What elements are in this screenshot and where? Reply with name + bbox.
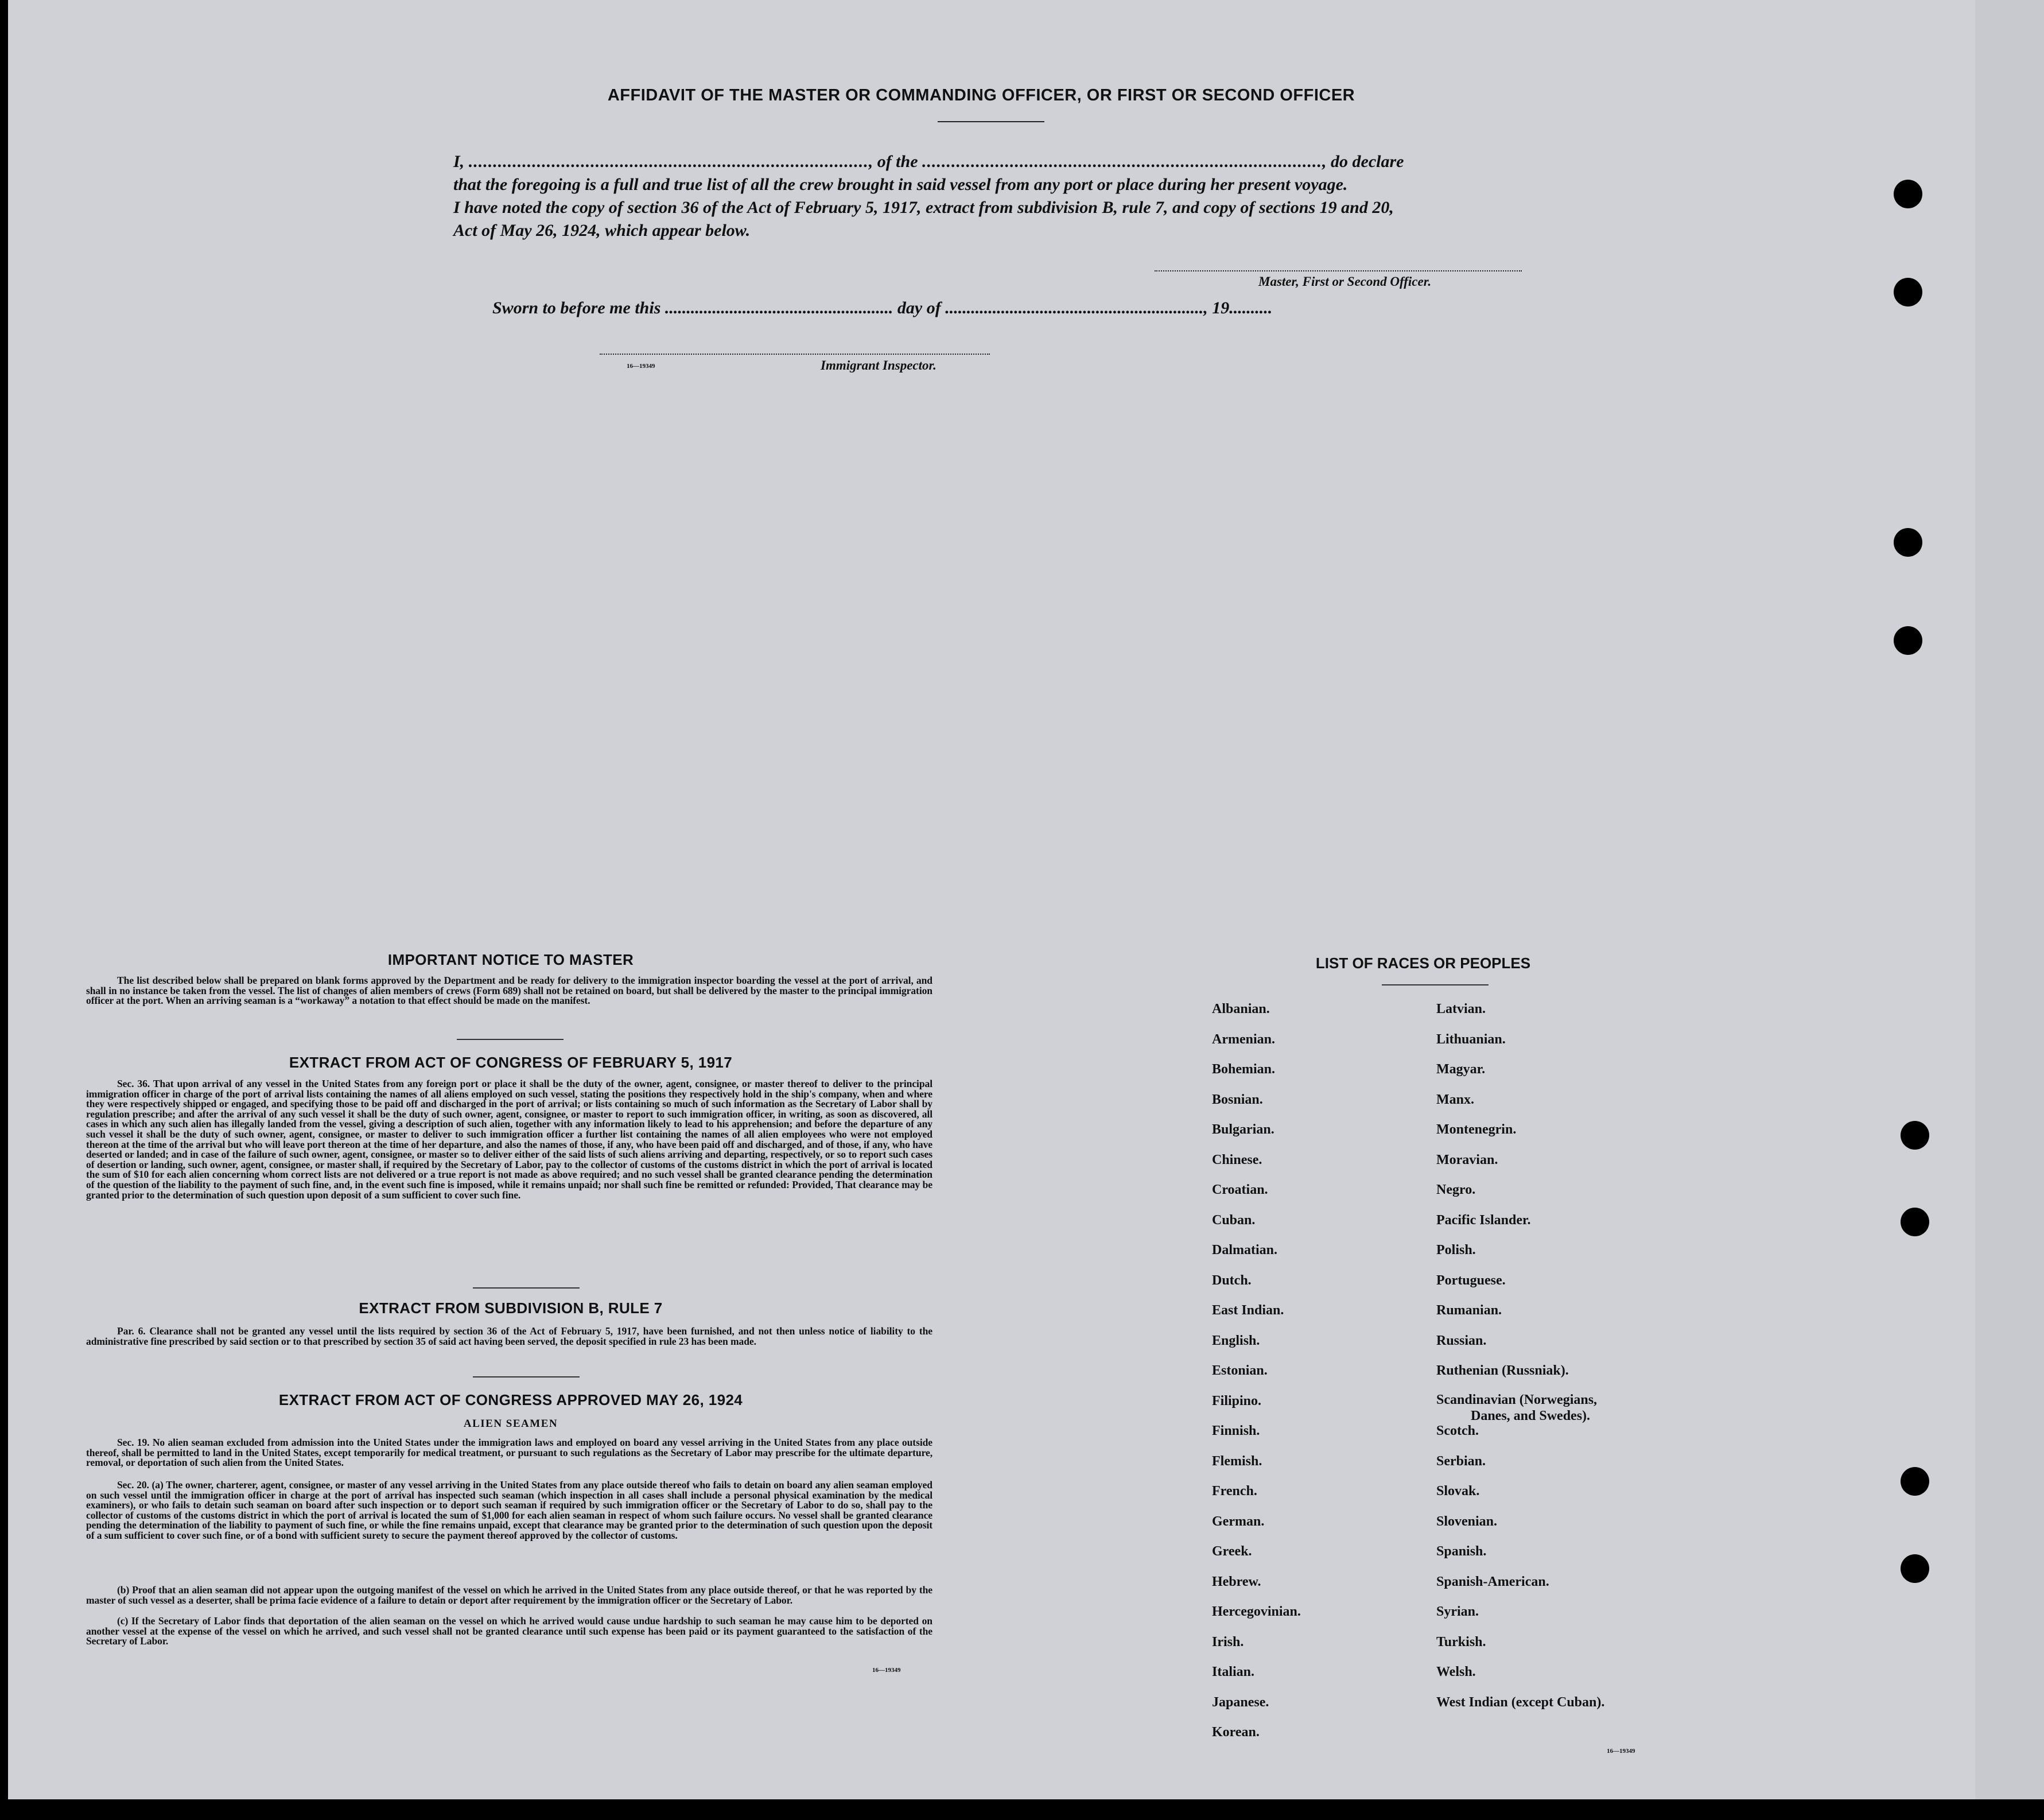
race-item: Polish. <box>1436 1243 1476 1258</box>
punch-hole <box>1894 180 1922 208</box>
race-item: Irish. <box>1212 1634 1244 1650</box>
race-item: Spanish-American. <box>1436 1574 1549 1589</box>
race-item: East Indian. <box>1212 1303 1284 1318</box>
race-item: Welsh. <box>1436 1664 1476 1679</box>
race-item: Montenegrin. <box>1436 1122 1517 1137</box>
declaration-line-3: I have noted the copy of section 36 of the Act of February 5, 1917, extract from subdivision B, rule 7, and copy of sections 19 and 20, <box>453 198 1394 217</box>
of-the-label: , of the <box>868 152 918 171</box>
master-signature-line[interactable] <box>1155 270 1522 271</box>
extract-1924-title: EXTRACT FROM ACT OF CONGRESS APPROVED MAY 26, 1924 <box>278 1391 743 1408</box>
declaration-line-2: that the foregoing is a full and true list of all the crew brought in said vessel from any port or place during her present voyage. <box>453 175 1348 194</box>
race-item: Lithuanian. <box>1436 1031 1506 1047</box>
scan-border-left <box>0 0 8 1820</box>
race-item: Danes, and Swedes). <box>1471 1408 1591 1423</box>
inspector-label: Immigrant Inspector. <box>821 358 936 372</box>
race-item: Hebrew. <box>1212 1574 1261 1589</box>
race-item: English. <box>1212 1333 1260 1348</box>
race-item: Turkish. <box>1436 1634 1486 1650</box>
race-item: Scotch. <box>1436 1423 1479 1438</box>
sec20c-text: (c) If the Secretary of Labor finds that deportation of the alien seaman on the vessel on which he arrived would cause undue hardship to such seaman he may cause him to be deported on another vessel at the expense of the vessel on which he arrived, and such vessel shall not be granted clearance until such expense has been paid or its payment guaranteed to the satisfaction of the Secretary of Labor. <box>86 1615 932 1647</box>
race-item: Rumanian. <box>1436 1303 1502 1318</box>
declaration-line-1 <box>453 150 1532 173</box>
inspector-signature-line[interactable] <box>600 354 990 355</box>
extract-rule7-text: Par. 6. Clearance shall not be granted any vessel until the lists required by section 36 of the Act of February 5, 1917, have been furnished, and not then unless notice of liability to the administrative fine prescribed by said section or to that prescribed by section 35 of said act having been served, the deposit specified in rule 23 has been made. <box>86 1325 932 1347</box>
punch-hole <box>1894 278 1922 306</box>
affidavit-declaration <box>453 150 1532 242</box>
race-item: Slovak. <box>1436 1484 1480 1499</box>
extract-rule7-title: EXTRACT FROM SUBDIVISION B, RULE 7 <box>359 1299 663 1317</box>
sec20b-text: (b) Proof that an alien seaman did not appear upon the outgoing manifest of the vessel on which he arrived in the United States from any place outside thereof, or that he was reported by the master of such vessel as a deserter, shall be prima facie evidence of a failure to detain or deport after requirement by the immigration officer or the Secretary of Labor. <box>86 1584 932 1606</box>
sworn-day-of: day of <box>897 298 941 317</box>
race-item: Syrian. <box>1436 1604 1479 1619</box>
sec20a-text: Sec. 20. (a) The owner, charterer, agent, consignee, or master of any vessel arriving in the United States from any place outside thereof who fails to detain on board any alien seaman employed on such vessel until the immigration officer in charge at the port of arrival has inspected such seaman (which inspection in all cases shall include a personal physical examination by the medical examiners), or who fails to detain such seaman on board after such inspection or to deport such seaman if required by such immigration officer or the Secretary of Labor to do so, shall pay to the collector of customs of the customs district in which the port of arrival is located the sum of $1,000 for each alien seaman in respect of whom such failure occurs. No vessel shall be granted clearance pending the determination of the liability to payment of such fine, or while the fine remains unpaid, except that clearance may be granted prior to the determination of such question upon the deposit of a sum sufficient to cover such fine, or of a bond with sufficient surety to secure the payment thereof approved by the collector of customs. <box>86 1479 932 1541</box>
race-item: Japanese. <box>1212 1694 1269 1710</box>
race-item: Estonian. <box>1212 1363 1268 1378</box>
notice-title: IMPORTANT NOTICE TO MASTER <box>387 951 634 968</box>
form-number: 16—19349 <box>627 363 655 370</box>
affidavit-title: AFFIDAVIT OF THE MASTER OR COMMANDING OFFICER, OR FIRST OR SECOND OFFICER <box>607 86 1355 104</box>
vessel-name-blank[interactable]: .................................................................................. <box>922 152 1323 171</box>
race-item: French. <box>1212 1484 1257 1499</box>
race-item: Russian. <box>1436 1333 1487 1348</box>
declaration-line-4: Act of May 26, 1924, which appear below. <box>453 221 751 240</box>
do-declare-label: , do declare <box>1322 152 1404 171</box>
race-item: Slovenian. <box>1436 1514 1498 1529</box>
race-item: Portuguese. <box>1436 1272 1506 1288</box>
divider <box>1382 984 1489 985</box>
declarant-label: I, <box>453 152 465 171</box>
race-item: Bulgarian. <box>1212 1122 1274 1137</box>
race-item: Filipino. <box>1212 1393 1262 1408</box>
declarant-name-blank[interactable]: .................................................................................. <box>468 152 869 171</box>
master-signature-label: Master, First or Second Officer. <box>1258 274 1432 289</box>
punch-hole <box>1894 626 1922 655</box>
race-item: Croatian. <box>1212 1182 1268 1197</box>
notice-text: The list described below shall be prepared on blank forms approved by the Department and be ready for delivery to the immigration inspector boarding the vessel at the port of arrival, and shall in no instance be taken from the vessel. The list of changes of alien members of crews (Form 689) shall not be retained on board, but shall be delivered by the master to the principal immigration officer at the port. When an arriving seaman is a “workaway” a notation to that effect should be made on the manifest. <box>86 975 932 1007</box>
sec19-text: Sec. 19. No alien seaman excluded from admission into the United States under the immigration laws and employed on board any vessel arriving in the United States from any place outside thereof, shall be permitted to land in the United States, except temporarily for medical treatment, or pursuant to such regulations as the Secretary of Labor may prescribe for the ultimate departure, removal, or deportation of such alien from the United States. <box>86 1437 932 1469</box>
race-item: Italian. <box>1212 1664 1255 1679</box>
sworn-year-prefix: , 19 <box>1203 298 1230 317</box>
title-divider <box>938 121 1044 122</box>
race-item: Manx. <box>1436 1092 1474 1107</box>
race-item: Spanish. <box>1436 1544 1487 1559</box>
race-item: Greek. <box>1212 1544 1252 1559</box>
race-item: Ruthenian (Russniak). <box>1436 1363 1569 1378</box>
race-item: Pacific Islander. <box>1436 1212 1531 1228</box>
race-item: Dutch. <box>1212 1272 1252 1288</box>
race-item: Moravian. <box>1436 1152 1498 1167</box>
race-item: Scandinavian (Norwegians, <box>1436 1392 1598 1407</box>
sworn-year-blank[interactable]: .......... <box>1229 298 1273 317</box>
races-title: LIST OF RACES OR PEOPLES <box>1315 954 1531 972</box>
race-item: Negro. <box>1436 1182 1476 1197</box>
extract-1917-text: Sec. 36. That upon arrival of any vessel in the United States from any foreign port or place it shall be the duty of the owner, agent, consignee, or master thereof to deliver to the principal immigration officer in charge of the port of arrival lists containing the names of all aliens employed on such vessel, stating the positions they respectively hold in the ship's company, when and where they were respectively shipped or engaged, and specifying those to be paid off and discharged in the port of arrival; or lists containing so much of such information as the Secretary of Labor shall by regulation prescribe; and after the arrival of any such vessel it shall be the duty of such owner, agent, consignee, or master to report to such immigration officer, in writing, as soon as discovered, all cases in which any such alien has illegally landed from the vessel, giving a description of such alien, together with any information likely to lead to his apprehension; and before the departure of any such vessel it shall be the duty of such owner, agent, consignee, or master to deliver to such immigration officer a further list containing the names of all alien employees who were not employed thereon at the time of the arrival but who will leave port thereon at the time of her departure, and also the names of those, if any, who have been paid off and discharged, and of those, if any, who have deserted or landed; and in case of the failure of such owner, agent, consignee, or master so to deliver either of the said lists of such aliens arriving and departing, respectively, or so to report such cases of desertion or landing, such owner, agent, consignee, or master shall, if required by the Secretary of Labor, pay to the collector of customs of the customs district in which the port of arrival is located the sum of $10 for each alien concerning whom correct lists are not delivered or a true report is not made as above required; and no such vessel shall be granted clearance pending the determination of the question of the liability to the payment of such fine, and, in the event such fine is imposed, while it remains unpaid; nor shall such fine be remitted or refunded: Provided, That clearance may be granted prior to the determination of such question upon deposit of a sum sufficient to cover such fine. <box>86 1078 932 1201</box>
scan-edge-right <box>1975 0 2044 1820</box>
punch-hole <box>1901 1554 1929 1583</box>
sworn-day-blank[interactable]: ..................................................... <box>665 298 893 317</box>
race-item: Serbian. <box>1436 1453 1486 1469</box>
sworn-line <box>492 298 1272 318</box>
punch-hole <box>1901 1467 1929 1496</box>
race-item: Latvian. <box>1436 1002 1486 1016</box>
race-item: Bohemian. <box>1212 1062 1276 1077</box>
race-item: Korean. <box>1212 1725 1260 1740</box>
race-item: Dalmatian. <box>1212 1243 1277 1258</box>
divider <box>473 1376 580 1377</box>
race-item: Cuban. <box>1212 1212 1256 1228</box>
scan-border-bottom <box>0 1799 2044 1820</box>
form-number: 16—19349 <box>1607 1748 1635 1755</box>
race-item: Hercegovinian. <box>1212 1604 1301 1619</box>
extract-1917-title: EXTRACT FROM ACT OF CONGRESS OF FEBRUARY 5, 1917 <box>289 1054 733 1071</box>
divider <box>457 1039 564 1040</box>
punch-hole <box>1901 1121 1929 1150</box>
race-item: Flemish. <box>1212 1453 1262 1469</box>
alien-seamen-subtitle: ALIEN SEAMEN <box>463 1418 558 1430</box>
form-number: 16—19349 <box>872 1667 901 1674</box>
sworn-prefix: Sworn to before me this <box>492 298 661 317</box>
race-item: Armenian. <box>1212 1031 1275 1047</box>
divider <box>473 1287 580 1289</box>
race-item: Finnish. <box>1212 1423 1260 1438</box>
race-item: Chinese. <box>1212 1152 1262 1167</box>
race-item: Bosnian. <box>1212 1092 1263 1107</box>
race-item: Albanian. <box>1212 1002 1270 1016</box>
race-item: Magyar. <box>1436 1062 1486 1077</box>
punch-hole <box>1901 1208 1929 1236</box>
race-item: German. <box>1212 1514 1265 1529</box>
race-item: West Indian (except Cuban). <box>1436 1694 1605 1710</box>
sworn-month-blank[interactable]: ............................................................ <box>945 298 1204 317</box>
punch-hole <box>1894 528 1922 557</box>
